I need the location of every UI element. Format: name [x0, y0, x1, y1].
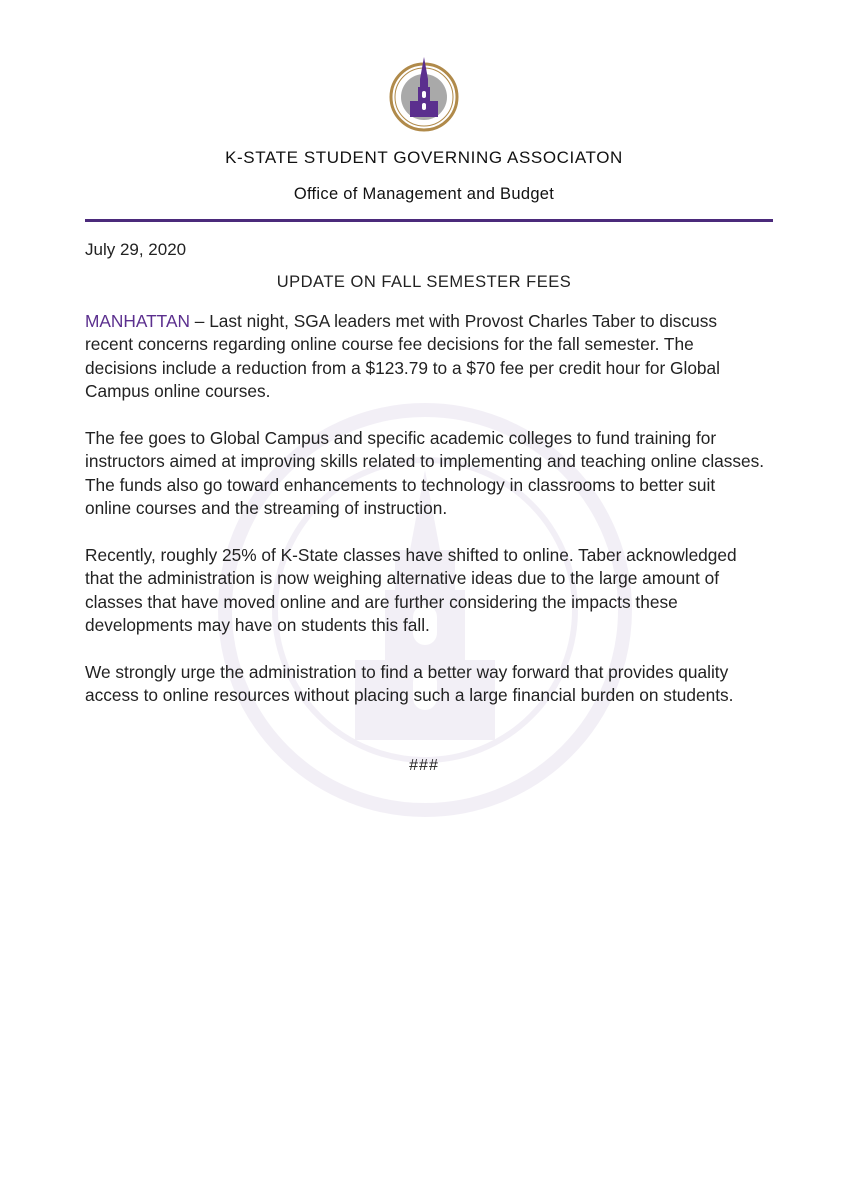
release-headline: UPDATE ON FALL SEMESTER FEES — [276, 273, 572, 291]
organization-title: K-STATE STUDENT GOVERNING ASSOCIATON — [225, 148, 623, 167]
sga-seal-logo — [388, 53, 460, 133]
paragraph-1 — [85, 310, 765, 404]
dateline-dash: – — [189, 311, 210, 331]
paragraph-4: We strongly urge the administration to find a better way forward that provides quality access to online resources without placing such a large financial burden on students. — [85, 662, 734, 706]
release-date: July 29, 2020 — [85, 240, 187, 259]
header-divider — [85, 219, 773, 222]
end-mark: ### — [409, 757, 439, 774]
release-body — [85, 310, 765, 731]
paragraph-3: Recently, roughly 25% of K-State classes have shifted to online. Taber acknowledged that the administration is now weighing alternative ideas due to the large amount of classes that have moved online and are further considering the impacts these developments may have on students this fall. — [85, 545, 737, 636]
dateline: MANHATTAN — [85, 311, 190, 331]
office-title: Office of Management and Budget — [293, 185, 555, 203]
paragraph-1-text: Last night, SGA leaders met with Provost Charles Taber to discuss recent concerns regarding online course fee decisions for the fall semester. The decisions include a reduction from a $123.79 to a $70 fee per credit hour for Global Campus online courses. — [85, 311, 720, 402]
paragraph-2: The fee goes to Global Campus and specific academic colleges to fund training for instructors aimed at improving skills related to implementing and teaching online classes. The funds also go toward enhancements to technology in classrooms to better suit online courses and the streaming of instruction. — [85, 428, 765, 519]
